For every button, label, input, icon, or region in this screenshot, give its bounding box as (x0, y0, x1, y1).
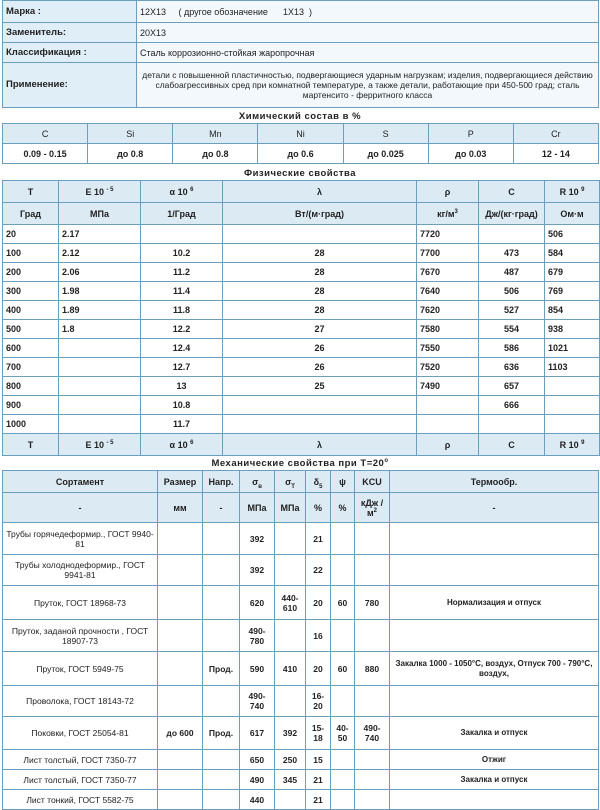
table-row (3, 652, 599, 686)
table-cell: 300 (3, 282, 59, 301)
table-cell (331, 750, 355, 770)
table-cell (355, 620, 390, 652)
chem-value-cell: до 0.6 (258, 144, 343, 164)
table-row (3, 358, 600, 377)
table-cell: 21 (306, 523, 331, 555)
table-cell: Трубы холоднодеформир., ГОСТ 9941-81 (3, 555, 158, 586)
table-cell (59, 396, 141, 415)
mech-u-pct: % (306, 493, 331, 523)
table-cell (355, 686, 390, 717)
mech-h-psi: ψ (331, 471, 355, 493)
table-cell: Лист толстый, ГОСТ 7350-77 (3, 750, 158, 770)
table-cell: 100 (3, 244, 59, 263)
chem-value-cell: до 0.025 (343, 144, 428, 164)
table-cell: Трубы горячедеформир., ГОСТ 9940-81 (3, 523, 158, 555)
table-cell (545, 396, 600, 415)
table-cell: Отжиг (390, 750, 599, 770)
table-cell: 16 (306, 620, 331, 652)
table-cell: 7670 (417, 263, 479, 282)
phys-h-c: C (479, 181, 545, 203)
table-cell: Закалка и отпуск (390, 717, 599, 750)
mech-h-sigma-v: $\sigma_в$ (240, 471, 275, 493)
table-cell (355, 523, 390, 555)
table-row (3, 244, 600, 263)
table-row (3, 377, 600, 396)
table-cell (158, 750, 203, 770)
table-cell: 1.98 (59, 282, 141, 301)
table-cell: 620 (240, 586, 275, 620)
table-cell: 584 (545, 244, 600, 263)
table-cell: 12.4 (141, 339, 223, 358)
table-row (3, 686, 599, 717)
table-cell: 938 (545, 320, 600, 339)
table-cell: 1.8 (59, 320, 141, 339)
table-cell (390, 555, 599, 586)
mech-h-heat: Термообр. (390, 471, 599, 493)
table-cell: Лист тонкий, ГОСТ 5582-75 (3, 790, 158, 810)
substitute-value: 20Х13 (137, 23, 599, 43)
table-cell (331, 686, 355, 717)
table-cell (390, 790, 599, 810)
table-cell (355, 750, 390, 770)
table-cell (479, 225, 545, 244)
phys-u-j: Дж/(кг·град) (479, 203, 545, 225)
chem-header-cell: Si (88, 124, 173, 144)
table-cell (479, 415, 545, 434)
phys-f-lambda: λ (223, 434, 417, 456)
table-cell: 11.8 (141, 301, 223, 320)
mech-header-symbols (3, 471, 599, 493)
table-cell: 780 (355, 586, 390, 620)
table-cell: 410 (275, 652, 306, 686)
table-cell: 2.06 (59, 263, 141, 282)
phys-f-t: T (3, 434, 59, 456)
table-cell: 7580 (417, 320, 479, 339)
phys-u-grad: Град (3, 203, 59, 225)
table-cell: 490-740 (355, 717, 390, 750)
table-cell: Закалка и отпуск (390, 770, 599, 790)
table-cell (203, 523, 240, 555)
table-cell (331, 790, 355, 810)
table-cell (545, 415, 600, 434)
substitute-label: Заменитель: (3, 23, 137, 43)
mech-u-dash: - (3, 493, 158, 523)
phys-h-r: R 10 $^9$ (545, 181, 600, 203)
table-cell (158, 586, 203, 620)
table-cell: 20 (306, 652, 331, 686)
table-cell: 650 (240, 750, 275, 770)
table-cell (275, 620, 306, 652)
table-cell: 21 (306, 770, 331, 790)
table-cell: 20 (306, 586, 331, 620)
table-cell: 490-740 (240, 686, 275, 717)
table-cell (59, 339, 141, 358)
phys-f-c: C (479, 434, 545, 456)
phys-u-1grad: 1/Град (141, 203, 223, 225)
table-cell: 1021 (545, 339, 600, 358)
table-cell (390, 620, 599, 652)
table-cell (59, 377, 141, 396)
chem-header-cell: C (3, 124, 88, 144)
phys-h-lambda: λ (223, 181, 417, 203)
table-cell (331, 620, 355, 652)
table-cell: 1103 (545, 358, 600, 377)
chem-header-cell: Cr (513, 124, 598, 144)
table-cell (203, 686, 240, 717)
table-cell (223, 415, 417, 434)
table-cell: 11.7 (141, 415, 223, 434)
usage-value: детали с повышенной пластичностью, подвергающиеся ударным нагрузкам; изделия, подвергающиеся действию слабоагрессивных сред при комнатной температуре, а также детали, работающие при 450-500 град; сталь мартенсито - ферритного класса (137, 63, 599, 108)
phys-h-rho: ρ (417, 181, 479, 203)
table-cell: 15-18 (306, 717, 331, 750)
mech-h-sortament: Сортамент (3, 471, 158, 493)
table-cell: 617 (240, 717, 275, 750)
table-row (3, 301, 600, 320)
table-cell (275, 555, 306, 586)
table-cell: 880 (355, 652, 390, 686)
table-cell (158, 555, 203, 586)
table-cell: 12.7 (141, 358, 223, 377)
phys-f-e: E 10 $^{- 5}$ (59, 434, 141, 456)
table-cell: 28 (223, 263, 417, 282)
table-cell: 666 (479, 396, 545, 415)
table-cell: 590 (240, 652, 275, 686)
table-cell (417, 415, 479, 434)
mech-h-size: Размер (158, 471, 203, 493)
table-cell: 60 (331, 586, 355, 620)
chem-value-row (3, 144, 599, 164)
table-cell: 16-20 (306, 686, 331, 717)
table-cell: Прод. (203, 652, 240, 686)
table-cell: 7550 (417, 339, 479, 358)
table-cell (203, 770, 240, 790)
table-cell: 13 (141, 377, 223, 396)
table-cell: 487 (479, 263, 545, 282)
table-cell: 2.17 (59, 225, 141, 244)
usage-label: Применение: (3, 63, 137, 108)
table-cell: 20 (3, 225, 59, 244)
table-cell: 440-610 (275, 586, 306, 620)
table-cell: 250 (275, 750, 306, 770)
table-cell: 12.2 (141, 320, 223, 339)
mech-h-kcu: KCU (355, 471, 390, 493)
table-row (3, 320, 600, 339)
chem-header-cell: S (343, 124, 428, 144)
table-cell (158, 652, 203, 686)
phys-u-w: Вт/(м·град) (223, 203, 417, 225)
table-cell (203, 586, 240, 620)
chem-value-cell: до 0.8 (88, 144, 173, 164)
chem-table (2, 123, 599, 164)
table-cell: 657 (479, 377, 545, 396)
table-row (3, 555, 599, 586)
table-row (3, 523, 599, 555)
table-cell (158, 790, 203, 810)
mech-u-dash3: - (390, 493, 599, 523)
table-cell: Проволока, ГОСТ 18143-72 (3, 686, 158, 717)
table-cell: Прод. (203, 717, 240, 750)
table-cell: 7640 (417, 282, 479, 301)
table-cell (355, 790, 390, 810)
table-cell (158, 770, 203, 790)
mech-u-kj: кДж / $м^2$ (355, 493, 390, 523)
table-cell: 28 (223, 301, 417, 320)
mech-u-mpa2: МПа (275, 493, 306, 523)
mech-table (2, 470, 599, 810)
phys-h-t: T (3, 181, 59, 203)
table-cell (331, 523, 355, 555)
table-cell: 1000 (3, 415, 59, 434)
table-cell: 392 (275, 717, 306, 750)
mech-h-sigma-t: $\sigma_T$ (275, 471, 306, 493)
table-cell (59, 415, 141, 434)
table-cell: 7520 (417, 358, 479, 377)
table-cell (158, 523, 203, 555)
phys-u-ohm: Ом·м (545, 203, 600, 225)
table-cell: 586 (479, 339, 545, 358)
table-cell: 490 (240, 770, 275, 790)
table-cell (331, 555, 355, 586)
table-cell (158, 686, 203, 717)
table-cell: до 600 (158, 717, 203, 750)
table-cell (355, 770, 390, 790)
table-cell (203, 620, 240, 652)
table-cell: 554 (479, 320, 545, 339)
table-cell: 7490 (417, 377, 479, 396)
table-cell (223, 225, 417, 244)
mech-u-mm: мм (158, 493, 203, 523)
phys-header-units (3, 203, 600, 225)
table-cell: 345 (275, 770, 306, 790)
table-row (3, 396, 600, 415)
table-cell: 200 (3, 263, 59, 282)
table-cell (545, 377, 600, 396)
table-cell: 700 (3, 358, 59, 377)
phys-h-e: E 10 $^{- 5}$ (59, 181, 141, 203)
table-cell: 769 (545, 282, 600, 301)
mech-u-pct2: % (331, 493, 355, 523)
table-cell: 28 (223, 282, 417, 301)
table-cell: 26 (223, 358, 417, 377)
table-cell (390, 686, 599, 717)
classification-label: Классификация : (3, 43, 137, 63)
grade-value: 12Х13 ( другое обозначение 1Х13 ) (137, 1, 599, 23)
phys-table (2, 180, 600, 456)
table-cell (203, 790, 240, 810)
phys-u-mpa: МПа (59, 203, 141, 225)
table-cell (59, 358, 141, 377)
table-cell (141, 225, 223, 244)
table-cell: 10.8 (141, 396, 223, 415)
table-row (3, 282, 600, 301)
table-cell: 25 (223, 377, 417, 396)
table-cell (331, 770, 355, 790)
table-cell: 28 (223, 244, 417, 263)
table-cell: 506 (479, 282, 545, 301)
table-cell: 26 (223, 339, 417, 358)
table-cell: 11.4 (141, 282, 223, 301)
table-cell (203, 555, 240, 586)
table-cell: 7700 (417, 244, 479, 263)
table-cell (417, 396, 479, 415)
table-cell: 2.12 (59, 244, 141, 263)
mech-h-delta: $\delta_5$ (306, 471, 331, 493)
table-cell: 1.89 (59, 301, 141, 320)
phys-h-alpha: α 10 $^6$ (141, 181, 223, 203)
table-row (3, 415, 600, 434)
table-cell: 60 (331, 652, 355, 686)
chem-value-cell: до 0.8 (173, 144, 258, 164)
table-cell: 500 (3, 320, 59, 339)
phys-footer-symbols (3, 434, 600, 456)
grade-label: Марка : (3, 1, 137, 23)
table-cell: 40-50 (331, 717, 355, 750)
table-cell (158, 620, 203, 652)
table-row (3, 225, 600, 244)
table-cell (203, 750, 240, 770)
chem-value-cell: 0.09 - 0.15 (3, 144, 88, 164)
chem-value-cell: до 0.03 (428, 144, 513, 164)
table-cell (275, 790, 306, 810)
mech-title: Механические свойства при $Т=20^o$ (211, 457, 389, 469)
table-row (3, 620, 599, 652)
mech-u-mpa: МПа (240, 493, 275, 523)
table-cell (275, 523, 306, 555)
table-cell: 527 (479, 301, 545, 320)
phys-f-r: R 10 $^9$ (545, 434, 600, 456)
table-cell: Пруток, заданой прочности , ГОСТ 18907-73 (3, 620, 158, 652)
table-cell: 679 (545, 263, 600, 282)
table-cell: 506 (545, 225, 600, 244)
table-cell: 22 (306, 555, 331, 586)
table-cell: 473 (479, 244, 545, 263)
table-cell (275, 686, 306, 717)
table-row (3, 263, 600, 282)
chem-value-cell: 12 - 14 (513, 144, 598, 164)
phys-u-kg: $кг/м^3$ (417, 203, 479, 225)
table-cell: 400 (3, 301, 59, 320)
table-cell: 15 (306, 750, 331, 770)
table-cell: Пруток, ГОСТ 18968-73 (3, 586, 158, 620)
table-cell: Лист толстый, ГОСТ 7350-77 (3, 770, 158, 790)
table-cell: 7720 (417, 225, 479, 244)
table-row (3, 717, 599, 750)
table-cell: Пруток, ГОСТ 5949-75 (3, 652, 158, 686)
info-table (2, 0, 599, 108)
table-cell: 854 (545, 301, 600, 320)
table-cell: Поковки, ГОСТ 25054-81 (3, 717, 158, 750)
chem-header-cell: P (428, 124, 513, 144)
table-cell: 11.2 (141, 263, 223, 282)
phys-title: Физические свойства (243, 168, 357, 179)
chem-header-cell: Ni (258, 124, 343, 144)
table-cell (223, 396, 417, 415)
table-cell: 7620 (417, 301, 479, 320)
table-cell: Закалка 1000 - 1050°С, воздух, Отпуск 700 - 790°С, воздух, (390, 652, 599, 686)
table-cell: 21 (306, 790, 331, 810)
table-cell: 490-780 (240, 620, 275, 652)
phys-f-alpha: α 10 $^6$ (141, 434, 223, 456)
chem-header-cell: Mn (173, 124, 258, 144)
table-row (3, 790, 599, 810)
classification-value: Сталь коррозионно-стойкая жаропрочная (137, 43, 599, 63)
chem-title: Химический состав в % (238, 111, 362, 122)
table-cell: 636 (479, 358, 545, 377)
table-row (3, 750, 599, 770)
table-cell (355, 555, 390, 586)
table-row (3, 586, 599, 620)
mech-header-units (3, 493, 599, 523)
table-cell: 27 (223, 320, 417, 339)
table-cell: 600 (3, 339, 59, 358)
phys-header-symbols (3, 181, 600, 203)
table-cell: 900 (3, 396, 59, 415)
table-cell: Нормализация и отпуск (390, 586, 599, 620)
mech-u-dash2: - (203, 493, 240, 523)
table-row (3, 770, 599, 790)
table-cell: 392 (240, 555, 275, 586)
table-cell: 440 (240, 790, 275, 810)
table-row (3, 339, 600, 358)
table-cell (390, 523, 599, 555)
mech-h-dir: Напр. (203, 471, 240, 493)
chem-header-row (3, 124, 599, 144)
table-cell: 10.2 (141, 244, 223, 263)
table-cell: 800 (3, 377, 59, 396)
table-cell: 392 (240, 523, 275, 555)
phys-f-rho: ρ (417, 434, 479, 456)
